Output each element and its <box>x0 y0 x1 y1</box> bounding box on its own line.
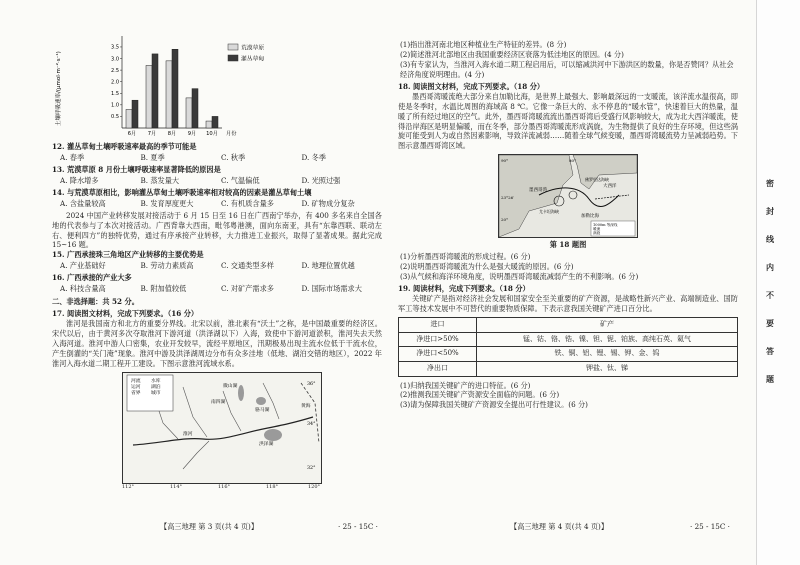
map-lon-118: 118° <box>266 483 279 490</box>
chart-xlabel: 月份 <box>226 131 237 137</box>
question-14 <box>52 188 382 209</box>
table-cell: 铁、铜、铝、锂、锡、钾、金、钨 <box>477 347 738 362</box>
gulf-coord-2326: 23°26′ <box>501 195 515 201</box>
y-tick-label: 2.5 <box>111 67 119 74</box>
q12-option-c[interactable]: C. 秋季 <box>221 152 246 162</box>
map-legend-city: 城市 <box>151 390 161 396</box>
y-tick-label: 0.5 <box>111 114 119 121</box>
map-place-nansi: 南四湖 <box>211 399 226 405</box>
table-cell: 锰、钴、铬、锆、镍、钽、铌、铂族、高纯石英、氦气 <box>477 332 738 347</box>
q14-option-c[interactable]: C. 有机质含量多 <box>221 198 274 208</box>
map-legend-reservoir: 水库 <box>151 378 161 384</box>
map-place-huaihe: 淮河 <box>183 431 193 437</box>
q14-option-b[interactable]: B. 发育厚度更大 <box>140 198 194 208</box>
gulf-label-gulf: 墨西哥湾 <box>529 188 547 194</box>
q13-stem: 13. 荒漠草原 8 月份土壤呼吸速率显著降低的原因是 <box>52 164 221 174</box>
legend-label-desert: 荒漠草原 <box>241 45 265 52</box>
map-legend-river: 河流 <box>131 378 141 384</box>
gulf-label-caribbean: 加勒比海 <box>581 214 599 220</box>
table-row <box>399 347 738 362</box>
binding-char: 答 <box>766 346 774 356</box>
map-lon-120: 120° <box>308 483 321 490</box>
huai-river-map-svg <box>123 373 321 483</box>
q16-option-a[interactable]: A. 科技含量高 <box>60 284 106 294</box>
q18-sub-3: (3)从气候和海洋环境角度，说明墨西哥湾暖流减弱产生的不利影响。(6 分) <box>400 272 639 282</box>
q18-sub-1: (1)分析墨西哥湾暖流的形成过程。(6 分) <box>400 252 531 262</box>
binding-strip <box>756 0 800 565</box>
q17-sub-2: (2)简述淮河北部地区由我国重要经济区衰落为低洼地区的原因。(4 分) <box>400 49 624 59</box>
map-lat-34: 34° <box>307 421 316 427</box>
q15-option-d[interactable]: D. 地理位置优越 <box>301 261 355 271</box>
binding-char: 密 <box>766 178 774 188</box>
table-cell: 净出口 <box>399 361 477 376</box>
bar-chart-svg <box>52 30 292 142</box>
q15-option-c[interactable]: C. 交通类型多样 <box>221 261 274 271</box>
q18-stem: 18. 阅读图文材料，完成下列要求。（18 分） <box>398 81 545 91</box>
huai-river-map <box>122 372 322 484</box>
map-lat-32: 32° <box>307 465 316 471</box>
table-cell: 净进口>50% <box>399 332 477 347</box>
table-cell: 钾盐、钛、锑 <box>477 361 738 376</box>
binding-char: 封 <box>766 206 774 216</box>
q12-option-b[interactable]: B. 夏季 <box>140 152 165 162</box>
q19-sub-2: (2)推测我国关键矿产资源安全面临的问题。(6 分) <box>400 390 560 400</box>
q14-stem: 14. 与荒漠草原相比，影响灌丛草甸土壤呼吸速率相对较高的因素是灌丛草甸土壤 <box>52 187 312 197</box>
q13-option-d[interactable]: D. 光照过强 <box>301 175 341 185</box>
gulf-map-title: 第 18 题图 <box>549 240 587 250</box>
gulf-map-svg <box>499 155 637 237</box>
q14-option-a[interactable]: A. 含盐量较高 <box>60 198 106 208</box>
question-16 <box>52 273 382 294</box>
gulf-label-florida: 佛罗里达海峡 <box>585 177 609 183</box>
q14-option-d[interactable]: D. 矿物成分复杂 <box>301 198 355 208</box>
legend-label-shrub: 灌丛草甸 <box>241 56 265 63</box>
q17-sub-3: (3)有专家认为，当淮河入海水道二期工程启用后，可以缩减洪河中下游洪区的数量，你是否赞同？从社会经济角度说明理由。(4 分) <box>400 59 734 79</box>
huai-map-lon-axis <box>122 484 322 492</box>
map-lat-36: 36° <box>307 381 316 387</box>
map-place-yellow-sea: 黄海 <box>301 403 311 409</box>
bar-desert <box>146 65 152 128</box>
q16-option-b[interactable]: B. 附加值较低 <box>140 284 187 294</box>
map-legend-lake: 湖泊 <box>151 384 161 390</box>
q15-stem: 15. 广西承接珠三角地区产业转移的主要优势是 <box>52 250 204 260</box>
table-cell: 净进口<50% <box>399 347 477 362</box>
soil-respiration-chart <box>52 30 292 142</box>
q13-option-b[interactable]: B. 蒸发量大 <box>140 175 180 185</box>
bar-desert <box>166 61 172 128</box>
question-15 <box>52 250 382 271</box>
bar-shrub <box>212 116 218 128</box>
map-place-hongze: 洪泽湖 <box>259 441 274 447</box>
binding-char: 要 <box>766 318 774 328</box>
chart-ylabel: 土壤呼吸速率/(μmol·m⁻²·s⁻¹) <box>56 51 62 126</box>
q13-option-c[interactable]: C. 气温偏低 <box>221 175 260 185</box>
gulf-legend-eddy: 涡旋 <box>593 231 601 236</box>
y-tick-label: 3.0 <box>111 56 119 63</box>
gulf-legend-depth: 1000m 等深线 <box>593 223 618 228</box>
q16-stem: 16. 广西承接的产业大多 <box>52 273 132 283</box>
gulf-coord-80: 80° <box>569 158 577 164</box>
left-column <box>52 142 382 492</box>
y-tick-label: 3.5 <box>111 44 119 51</box>
map-place-luoma: 骆马湖 <box>255 407 270 413</box>
gulf-label-yucatan: 尤卡坦海峡 <box>539 209 559 215</box>
q16-option-c[interactable]: C. 对矿产需求多 <box>221 284 274 294</box>
q18-passage: 墨西哥湾暖流绝大部分来自加勒比海，是世界上最强大、影响最深远的一支暖流，该洋流水温很高，即使是冬季时，水温比周围的海域高 8 ℃。它像一条巨大的、永不停息的“暖水管”，快速着巨大的热量，温暖了所有经过地区的空气。此外，墨西哥湾暖流流出墨西哥湾后受盛行风影响较大，成为北大西洋暖流，使得沿岸海区是明显偏暖，而在冬季，部分墨西哥湾暖流形成涡旋，为生物提供了良好的生存环境，但这些涡旋可能受到人为或自然因素影响，导致洋流减弱……随着全球气候变暖，墨西哥湾暖流势力呈减弱趋势。下图示意墨西哥湾区域。 <box>398 91 738 151</box>
section-2-heading: 二、非选择题：共 52 分。 <box>52 297 139 307</box>
map-place-weishan: 微山湖 <box>223 383 238 389</box>
binding-char: 题 <box>766 374 774 384</box>
table-header-import: 进口 <box>399 317 477 332</box>
x-tick-label: 7月 <box>147 131 157 137</box>
map-lon-114: 114° <box>170 483 183 490</box>
question-12 <box>52 142 382 163</box>
map-lon-116: 116° <box>218 483 231 490</box>
q19-sub-1: (1)归纳我国关键矿产的进口特征。(6 分) <box>400 380 531 390</box>
table-header-mineral: 矿产 <box>477 317 738 332</box>
gulf-of-mexico-map <box>498 154 638 238</box>
q17-sub-1: (1)指出淮河南北地区种植业生产特征的差异。(8 分) <box>400 40 567 49</box>
q18-sub-2: (2)说明墨西哥湾暖流为什么是强大暖流的原因。(6 分) <box>400 262 574 272</box>
legend-swatch-desert <box>228 44 238 50</box>
q15-option-a[interactable]: A. 产业基础好 <box>60 261 106 271</box>
bar-desert <box>206 121 212 128</box>
table-header-row <box>399 317 738 332</box>
passage-15-16: 2024 中国产业转移发展对接活动于 6 月 15 日至 16 日在广西南宁举办，有 400 多名来自全国各地的代表参与了本次对接活动。广西背靠大西南，毗邻粤港澳，面向东南亚，具有“东靠西联、联动左右、便利四方”的独特优势，通过有序承接产业转移，大力推进工业振兴，取得了显著成果。据此完成 15~16 题。 <box>52 210 382 250</box>
map-lon-112: 112° <box>122 483 135 490</box>
gulf-legend-current: 暖流 <box>593 227 601 232</box>
table-row <box>399 332 738 347</box>
bar-shrub <box>132 100 138 128</box>
footer-right-code: · 25 - 15C · <box>690 522 730 531</box>
map-legend-canal: 运河 <box>131 384 141 390</box>
bar-desert <box>186 98 192 128</box>
q19-sub-3: (3)请为保障我国关键矿产资源安全提出可行性建议。(6 分) <box>400 400 588 410</box>
q19-stem: 19. 阅读材料，完成下列要求。（18 分） <box>398 284 530 294</box>
gulf-coord-20: 20° <box>501 217 509 223</box>
x-tick-label: 9月 <box>187 131 197 137</box>
q12-stem: 12. 灌丛草甸土壤呼吸速率最高的季节可能是 <box>52 142 197 151</box>
map-legend-border: 省界 <box>131 390 141 396</box>
table-row <box>399 361 738 376</box>
q17-stem: 17. 阅读图文材料，完成下列要求。（16 分） <box>52 309 199 319</box>
binding-char: 线 <box>766 234 774 244</box>
q13-option-a[interactable]: A. 降水增多 <box>60 175 99 185</box>
q15-option-b[interactable]: B. 劳动力素质高 <box>140 261 194 271</box>
footer-left-label: 【高三地理 第 3 页(共 4 页)】 <box>160 522 259 531</box>
bar-shrub <box>192 89 198 128</box>
q12-option-d[interactable]: D. 冬季 <box>301 152 326 162</box>
q19-passage: 关键矿产是指对经济社会发展和国家安全至关重要的矿产资源，是战略性新兴产业、高端制造业、国防军工等技术发展中不可替代的重要物质保障。下表示意我国关键矿产进口百分比。 <box>398 294 738 313</box>
binding-char: 内 <box>766 262 774 272</box>
gulf-coord-90: 90° <box>501 158 509 164</box>
right-column <box>398 40 738 410</box>
legend-swatch-shrub <box>228 55 238 61</box>
bar-shrub <box>172 49 178 128</box>
bar-desert <box>126 109 132 128</box>
gulf-label-atlantic: 大西洋 <box>603 184 617 190</box>
y-tick-label: 1.5 <box>111 91 119 98</box>
q16-option-d[interactable]: D. 国际市场需求大 <box>301 284 362 294</box>
footer-right-label: 【高三地理 第 4 页(共 4 页)】 <box>510 522 609 531</box>
question-13 <box>52 165 382 186</box>
x-tick-label: 8月 <box>167 131 177 137</box>
y-tick-label: 2.0 <box>111 79 119 86</box>
y-tick-label: 1.0 <box>111 102 119 109</box>
bar-shrub <box>152 54 158 128</box>
x-tick-label: 10月 <box>206 131 218 137</box>
footer-left-code: · 25 - 15C · <box>338 522 378 531</box>
q17-passage: 淮河是我国南方和北方的重要分界线。北宋以前，淮北素有“沃土”之称，是中国最重要的经济区。宋代以后，由于黄河多次夺取淮河下游河道（洪泽湖以下）入海，致使中下游河道淤积，淮河失去天然入海河道。淮河中游人口密集，农业开发较早，流经平原地区，汛期极易出现主流水位低于干流水位，产生倒灌的“关门淹”现象。淮河中游及洪泽湖周边分布有众多洼地（低地、湖泊交错的地区），2022 年淮河入海水道二期工程开工建设。下图示意淮河流域水系。 <box>52 319 382 368</box>
q12-option-a[interactable]: A. 春季 <box>60 152 85 162</box>
binding-char: 不 <box>766 290 774 300</box>
x-tick-label: 6月 <box>127 131 137 137</box>
mineral-import-table <box>398 317 738 377</box>
